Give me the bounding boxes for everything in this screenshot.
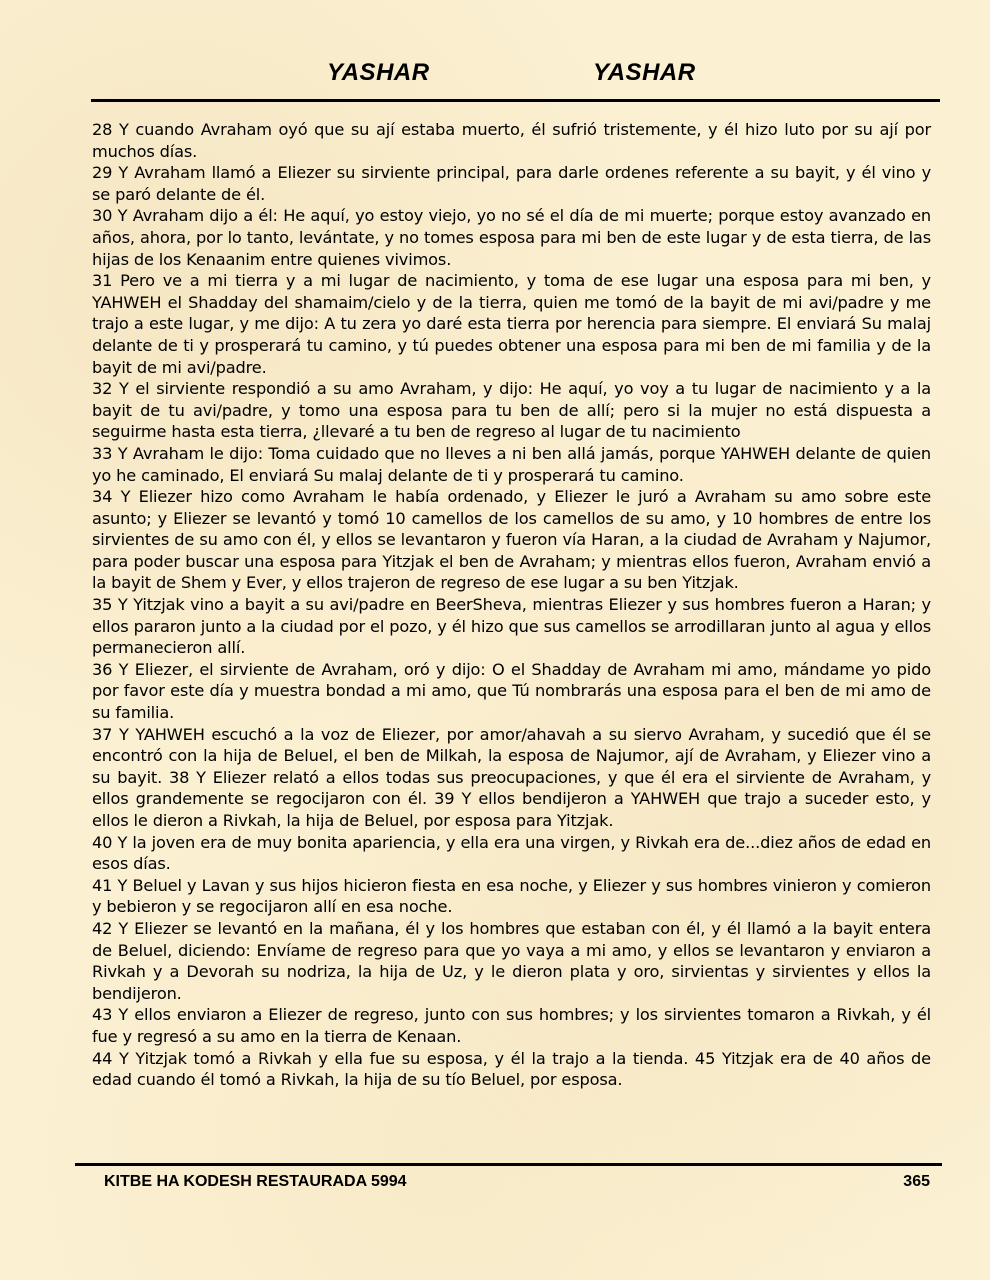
verse-paragraph: 30 Y Avraham dijo a él: He aquí, yo estoy viejo, yo no sé el día de mi muerte; porque estoy avanzado en años, ahora, por lo tanto, levántate, y no tomes esposa para mi ben de este lugar y de esta tierra, de las hijas de los Kenaanim entre quienes vivimos. — [92, 206, 931, 269]
verse-paragraph: 35 Y Yitzjak vino a bayit a su avi/padre en BeerSheva, mientras Eliezer y sus hombres fueron a Haran; y ellos pararon junto a la ciudad por el pozo, y él hizo que sus camellos se arrodillaran junto al agua y ellos permanecieron allí. — [92, 595, 931, 658]
verse-paragraph: 31 Pero ve a mi tierra y a mi lugar de nacimiento, y toma de ese lugar una esposa para mi ben, y YAHWEH el Shadday del shamaim/cielo y de la tierra, quien me tomó de la bayit de mi avi/padre y me trajo a este lugar, y me dijo: A tu zera yo daré esta tierra por herencia para siempre. El enviará Su malaj delante de ti y prosperará tu camino, y tú puedes obtener una esposa para mi ben de mi familia y de la bayit de mi avi/padre. — [92, 271, 931, 377]
verse-paragraph: 33 Y Avraham le dijo: Toma cuidado que no lleves a ni ben allá jamás, porque YAHWEH delante de quien yo he caminado, El enviará Su malaj delante de ti y prosperará tu camino. — [92, 443, 931, 485]
verse-paragraph: 28 Y cuando Avraham oyó que su ají estaba muerto, él sufrió tristemente, y él hizo luto por su ají por muchos días. — [92, 120, 931, 161]
header-title-right: YASHAR — [593, 59, 696, 86]
verse-paragraph: 36 Y Eliezer, el sirviente de Avraham, oró y dijo: O el Shadday de Avraham mi amo, mándame yo pido por favor este día y muestra bondad a mi amo, que Tú nombrarás una esposa para el ben de mi amo de su familia. — [92, 659, 931, 723]
verse-paragraph: 43 Y ellos enviaron a Eliezer de regreso, junto con sus hombres; y los sirvientes tomaron a Rivkah, y él fue y regresó a su amo en la tierra de Kenaan. — [92, 1005, 931, 1046]
verse-paragraph: 32 Y el sirviente respondió a su amo Avraham, y dijo: He aquí, yo voy a tu lugar de nacimiento y a la bayit de tu avi/padre, y tomo una esposa para tu ben de allí; pero si la mujer no está dispuesta a seguirme hasta esta tierra, ¿llevaré a tu ben de regreso al lugar de tu nacimiento — [92, 379, 931, 442]
footer-divider — [75, 1163, 942, 1166]
verse-paragraph: 40 Y la joven era de muy bonita apariencia, y ella era una virgen, y Rivkah era de...diez años de edad en esos días. — [92, 832, 931, 874]
page-header — [0, 58, 990, 92]
footer-book-title: KITBE HA KODESH RESTAURADA 5994 — [104, 1173, 407, 1190]
header-title-left: YASHAR — [327, 59, 430, 86]
verse-paragraph: 44 Y Yitzjak tomó a Rivkah y ella fue su esposa, y él la trajo a la tienda. 45 Yitzjak era de 40 años de edad cuando él tomó a Rivkah, la hija de su tío Beluel, por esposa. — [92, 1048, 931, 1090]
footer-page-number: 365 — [903, 1173, 930, 1190]
verse-paragraph: 37 Y YAHWEH escuchó a la voz de Eliezer, por amor/ahavah a su siervo Avraham, y sucedió que él se encontró con la hija de Beluel, el ben de Milkah, la esposa de Najumor, ají de Avraham, y Eliezer vino a su bayit. 38 Y Eliezer relató a ellos todas sus preocupaciones, y que él era el sirviente de Avraham, y ellos grandemente se regocijaron con él. 39 Y ellos bendijeron a YAHWEH que trajo a suceder esto, y ellos le dieron a Rivkah, la hija de Beluel, por esposa para Yitzjak. — [92, 724, 931, 830]
verse-paragraph: 34 Y Eliezer hizo como Avraham le había ordenado, y Eliezer le juró a Avraham su amo sobre este asunto; y Eliezer se levantó y tomó 10 camellos de los camellos de su amo, y 10 hombres de entre los sirvientes de su amo con él, y ellos se levantaron y fueron vía Haran, a la ciudad de Avraham y Najumor, para poder buscar una esposa para Yitzjak el ben de Avraham; y mientras ellos fueron, Avraham envió a la bayit de Shem y Ever, y ellos trajeron de regreso de ese lugar a su ben Yitzjak. — [92, 487, 931, 593]
verse-paragraph: 41 Y Beluel y Lavan y sus hijos hicieron fiesta en esa noche, y Eliezer y sus hombres vinieron y comieron y bebieron y se regocijaron allí en esa noche. — [92, 875, 931, 917]
header-divider — [91, 99, 940, 102]
page-body — [92, 119, 931, 1091]
verse-paragraph: 29 Y Avraham llamó a Eliezer su sirviente principal, para darle ordenes referente a su bayit, y él vino y se paró delante de él. — [92, 163, 931, 204]
verse-paragraph: 42 Y Eliezer se levantó en la mañana, él y los hombres que estaban con él, y él llamó a la bayit entera de Beluel, diciendo: Envíame de regreso para que yo vaya a mi amo, y ellos se levantaron y enviaron a Rivkah y a Devorah su nodriza, la hija de Uz, y le dieron plata y oro, sirvientas y sirvientes y ellos la bendijeron. — [92, 918, 931, 1003]
